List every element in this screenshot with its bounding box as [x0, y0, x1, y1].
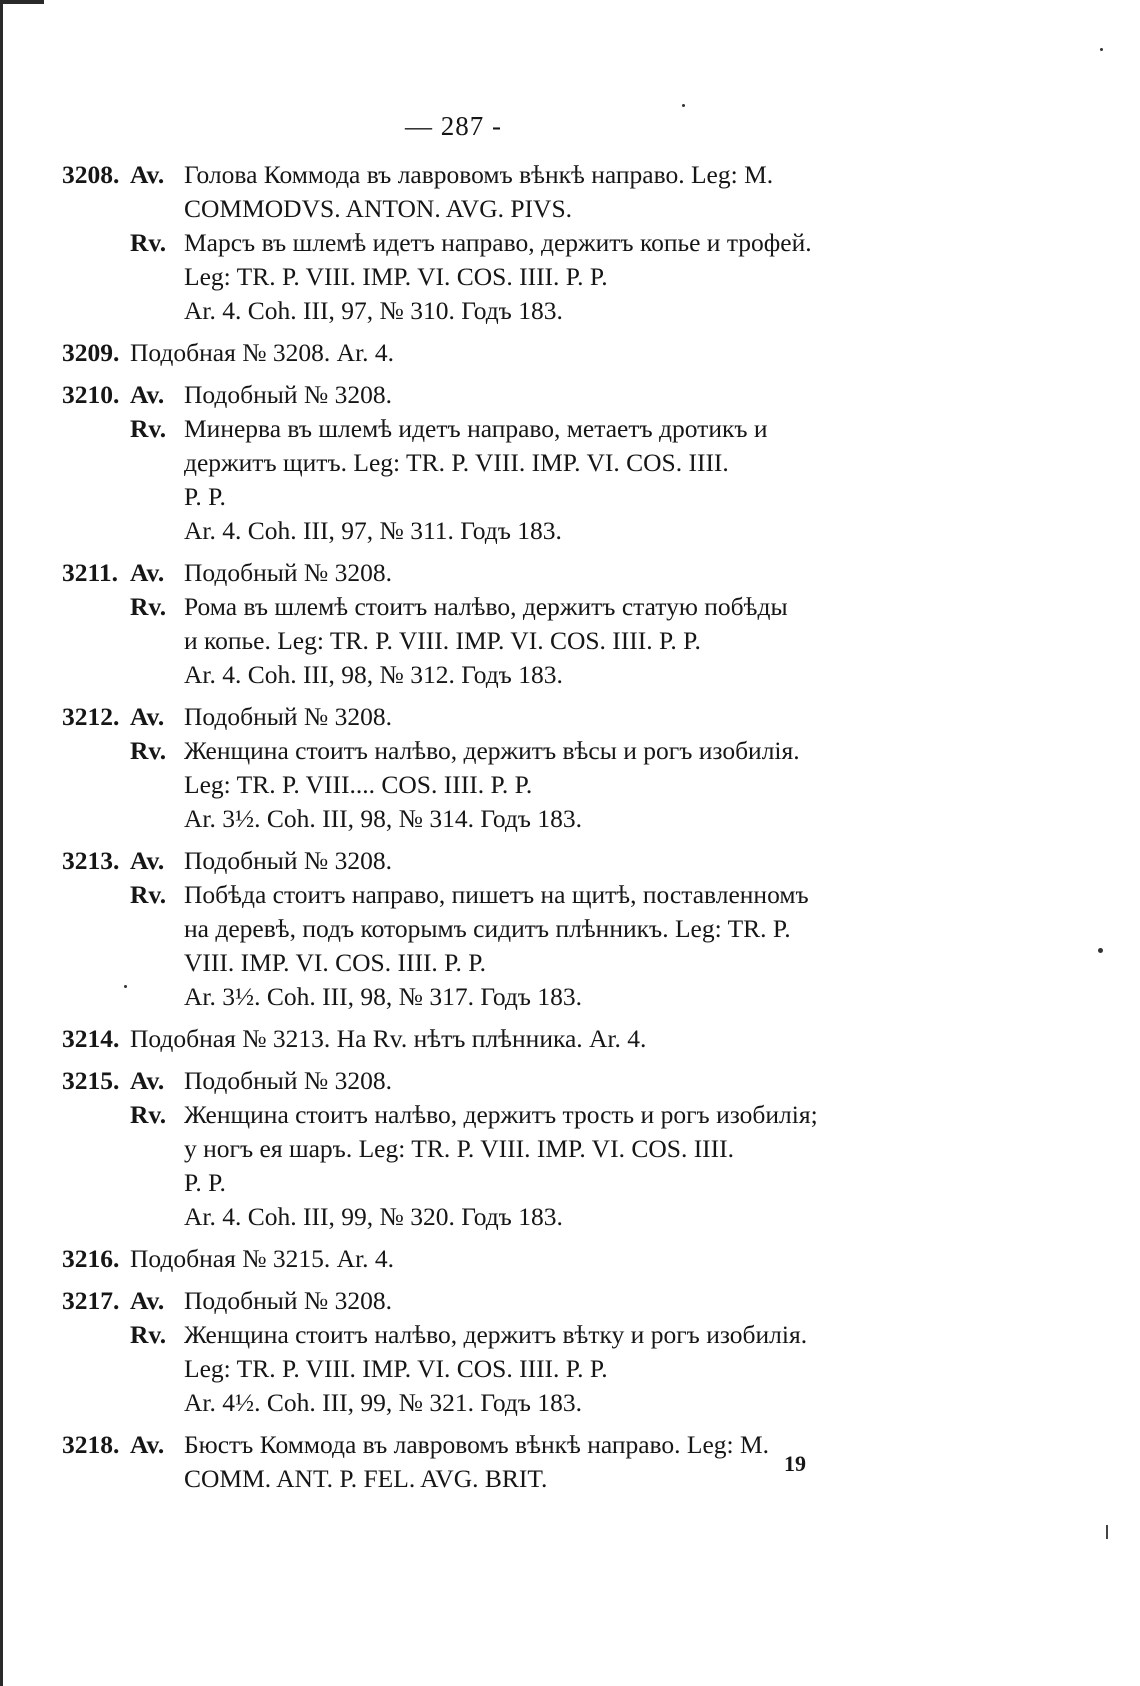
entry-number: 3217.	[62, 1286, 120, 1315]
reverse-legend: Leg: TR. P. VIII. IMP. VI. COS. IIII. P. P.	[184, 1354, 608, 1383]
scan-speck	[682, 104, 685, 107]
obverse-legend: COMMODVS. ANTON. AVG. PIVS.	[184, 194, 573, 223]
entry-number: 3215.	[62, 1066, 120, 1095]
reference: Ar. 4. Coh. III, 97, № 311. Годъ 183.	[184, 516, 562, 545]
entry-number: 3212.	[62, 702, 120, 731]
obverse-label: Av.	[130, 702, 165, 731]
entry-number: 3208.	[62, 160, 120, 189]
entry-text: Подобная № 3215. Ar. 4.	[130, 1244, 395, 1273]
reverse-legend: и копье. Leg: TR. P. VIII. IMP. VI. COS. IIII. P. P.	[184, 626, 701, 655]
entry-number: 3210.	[62, 380, 120, 409]
reverse-legend: P. P.	[184, 482, 226, 511]
signature-mark: 19	[784, 1451, 806, 1476]
reverse-legend: P. P.	[184, 1168, 226, 1197]
obverse-label: Av.	[130, 1286, 165, 1315]
reverse-label: Rv.	[130, 592, 167, 621]
reference: Ar. 4. Coh. III, 98, № 312. Годъ 183.	[184, 660, 563, 689]
reverse-legend: Leg: TR. P. VIII.... COS. IIII. P. P.	[184, 770, 533, 799]
reverse-legend: на деревѣ, подъ которымъ сидитъ плѣнникъ. Leg: TR. P.	[184, 914, 791, 943]
entry-number: 3209.	[62, 338, 120, 367]
entry-number: 3218.	[62, 1430, 120, 1459]
reverse-label: Rv.	[130, 414, 167, 443]
catalog-entry	[62, 844, 1082, 1014]
reverse-label: Rv.	[130, 1100, 167, 1129]
reverse-label: Rv.	[130, 736, 167, 765]
reverse-description: Рома въ шлемѣ стоитъ налѣво, держитъ статую побѣды	[184, 592, 788, 621]
catalog-entries	[62, 158, 1082, 1504]
catalog-entry	[62, 1428, 1082, 1496]
obverse-description: Подобный № 3208.	[184, 380, 393, 409]
obverse-label: Av.	[130, 1430, 165, 1459]
catalog-entry	[62, 556, 1082, 692]
scan-mark	[0, 0, 44, 4]
catalog-entry	[62, 1022, 1082, 1056]
obverse-description: Подобный № 3208.	[184, 1066, 393, 1095]
scan-speck	[1098, 948, 1103, 953]
obverse-description: Подобный № 3208.	[184, 558, 393, 587]
obverse-description: Подобный № 3208.	[184, 846, 393, 875]
reverse-label: Rv.	[130, 1320, 167, 1349]
reference: Ar. 4½. Coh. III, 99, № 321. Годъ 183.	[184, 1388, 582, 1417]
entry-number: 3214.	[62, 1024, 120, 1053]
reverse-legend: Leg: TR. P. VIII. IMP. VI. COS. IIII. P. P.	[184, 262, 608, 291]
entry-number: 3216.	[62, 1244, 120, 1273]
obverse-label: Av.	[130, 558, 165, 587]
reverse-legend: у ногъ ея шаръ. Leg: TR. P. VIII. IMP. VI. COS. IIII.	[184, 1134, 735, 1163]
obverse-description: Подобный № 3208.	[184, 702, 393, 731]
catalog-entry	[62, 1284, 1082, 1420]
entry-number: 3213.	[62, 846, 120, 875]
obverse-label: Av.	[130, 1066, 165, 1095]
reverse-description: Побѣда стоитъ направо, пишетъ на щитѣ, поставленномъ	[184, 880, 809, 909]
obverse-description: Подобный № 3208.	[184, 1286, 393, 1315]
scan-mark	[1106, 1525, 1108, 1539]
obverse-description: Бюстъ Коммода въ лавровомъ вѣнкѣ направо. Leg: M.	[184, 1430, 770, 1459]
obverse-label: Av.	[130, 846, 165, 875]
obverse-description: Голова Коммода въ лавровомъ вѣнкѣ направо. Leg: M.	[184, 160, 774, 189]
catalog-entry	[62, 158, 1082, 328]
page-number: — 287 -	[405, 111, 502, 141]
reference: Ar. 4. Coh. III, 97, № 310. Годъ 183.	[184, 296, 563, 325]
reverse-legend: VIII. IMP. VI. COS. IIII. P. P.	[184, 948, 487, 977]
reverse-description: Женщина стоитъ налѣво, держитъ вѣсы и рогъ изобилія.	[184, 736, 800, 765]
reverse-label: Rv.	[130, 880, 167, 909]
catalog-entry	[62, 378, 1082, 548]
scan-speck	[1100, 48, 1103, 51]
reverse-description: Женщина стоитъ налѣво, держитъ вѣтку и рогъ изобилія.	[184, 1320, 808, 1349]
reference: Ar. 3½. Coh. III, 98, № 314. Годъ 183.	[184, 804, 582, 833]
reverse-label: Rv.	[130, 228, 167, 257]
catalog-entry	[62, 1064, 1082, 1234]
entry-number: 3211.	[62, 558, 118, 587]
obverse-label: Av.	[130, 380, 165, 409]
catalog-entry	[62, 700, 1082, 836]
reference: Ar. 3½. Coh. III, 98, № 317. Годъ 183.	[184, 982, 582, 1011]
obverse-legend: COMM. ANT. P. FEL. AVG. BRIT.	[184, 1464, 548, 1493]
scan-edge	[0, 0, 3, 1686]
entry-text: Подобная № 3213. На Rv. нѣтъ плѣнника. Ar. 4.	[130, 1024, 647, 1053]
catalog-entry	[62, 336, 1082, 370]
reverse-description: Марсъ въ шлемѣ идетъ направо, держитъ копье и трофей.	[184, 228, 812, 257]
reverse-legend: держитъ щитъ. Leg: TR. P. VIII. IMP. VI. COS. IIII.	[184, 448, 729, 477]
obverse-label: Av.	[130, 160, 165, 189]
reference: Ar. 4. Coh. III, 99, № 320. Годъ 183.	[184, 1202, 563, 1231]
catalog-entry	[62, 1242, 1082, 1276]
entry-text: Подобная № 3208. Ar. 4.	[130, 338, 395, 367]
reverse-description: Минерва въ шлемѣ идетъ направо, метаетъ дротикъ и	[184, 414, 768, 443]
reverse-description: Женщина стоитъ налѣво, держитъ трость и рогъ изобилія;	[184, 1100, 818, 1129]
